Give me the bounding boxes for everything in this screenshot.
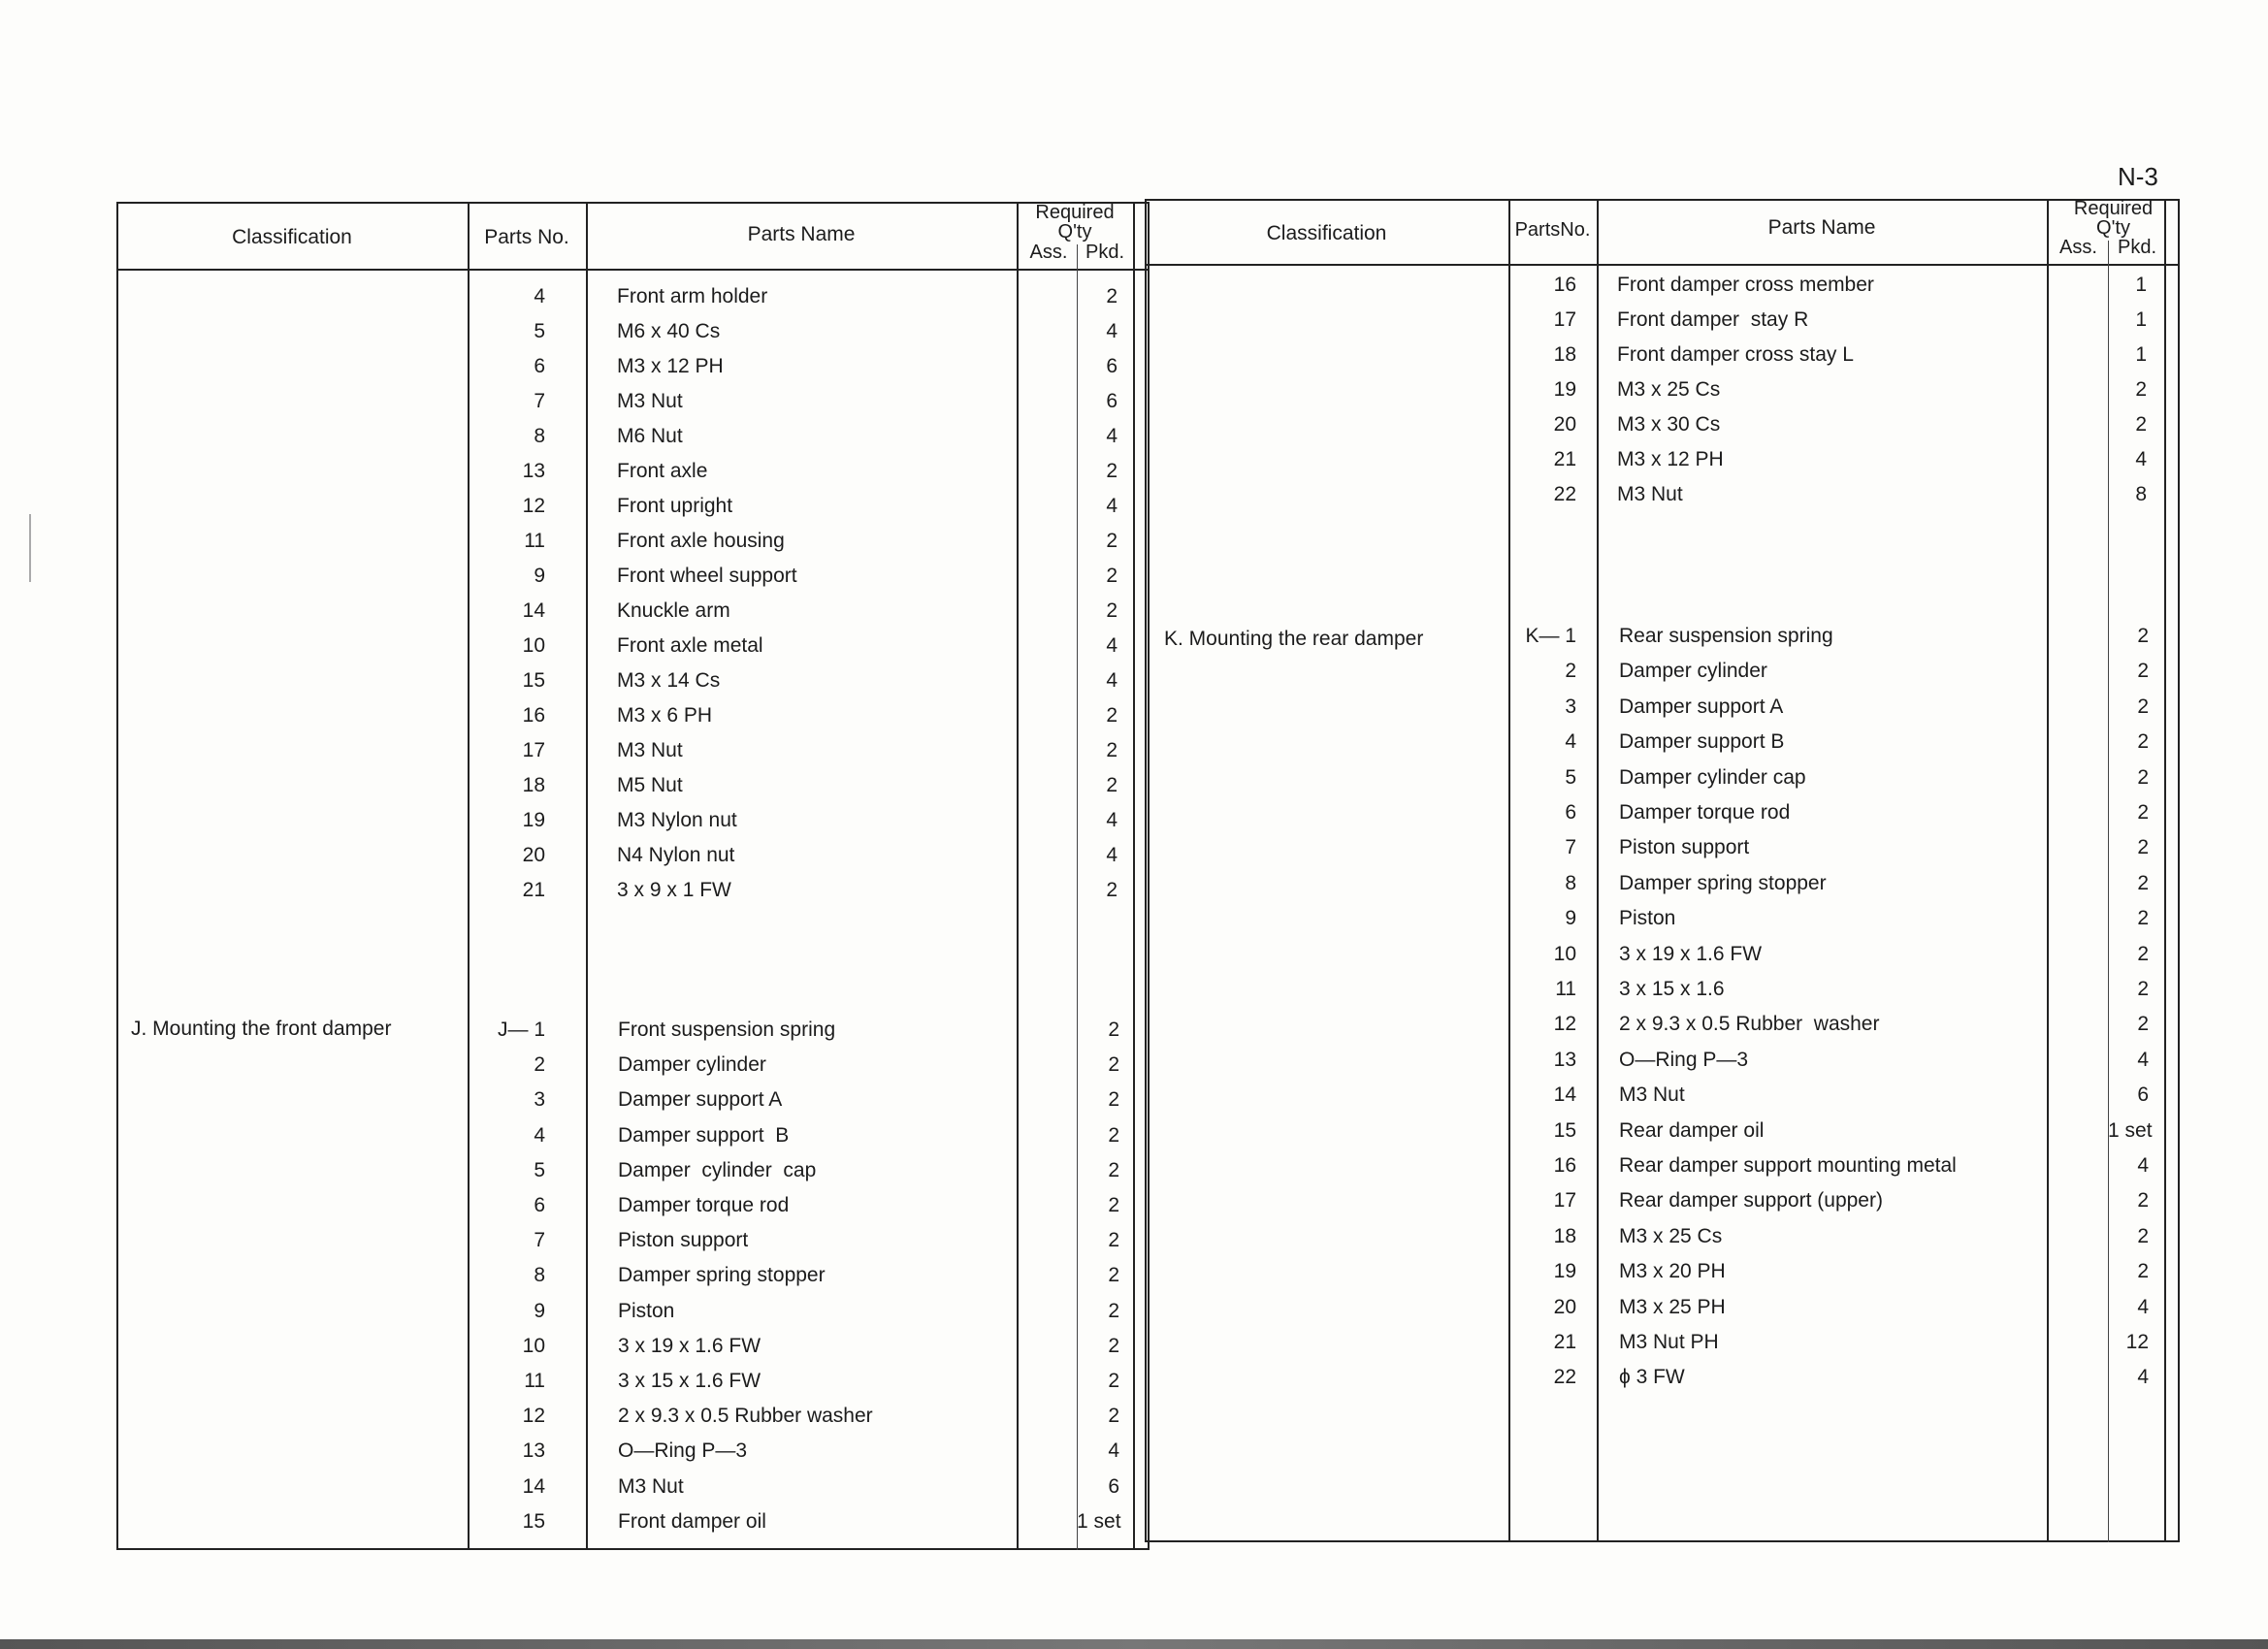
part-name: 3 x 19 x 1.6 FW — [1619, 942, 1763, 965]
part-number: J— 1 — [497, 1018, 545, 1041]
header-parts-name-right: Parts Name — [1767, 216, 1876, 239]
part-number: K— 1 — [1525, 625, 1576, 647]
part-name: M3 x 25 PH — [1619, 1295, 1726, 1318]
packed-quantity: 2 — [1106, 774, 1118, 796]
part-name: M3 x 25 Cs — [1619, 1224, 1723, 1247]
part-number: 4 — [534, 1123, 545, 1147]
part-number: 6 — [534, 1194, 545, 1216]
part-number: 21 — [1553, 1331, 1576, 1353]
part-name: M3 Nut — [1619, 1083, 1685, 1107]
packed-quantity: 2 — [2137, 836, 2149, 859]
part-name: Rear damper support mounting metal — [1619, 1154, 1957, 1177]
packed-quantity: 4 — [1108, 1439, 1119, 1463]
part-name: M3 x 12 PH — [617, 355, 724, 377]
packed-quantity: 2 — [2137, 765, 2149, 789]
table-row — [0, 972, 2268, 1007]
packed-quantity: 1 — [2135, 343, 2147, 366]
header-parts-no-right: PartsNo. — [1514, 219, 1591, 241]
part-name: Damper torque rod — [618, 1194, 790, 1216]
part-name: M3 x 25 Cs — [1617, 378, 1721, 401]
part-number: 20 — [1553, 413, 1576, 436]
part-name: Damper torque rod — [1619, 801, 1791, 824]
part-number: 8 — [534, 425, 545, 447]
header-qty-right: Q'ty — [2096, 217, 2130, 239]
part-number: 14 — [1553, 1083, 1576, 1107]
header-parts-name-left: Parts Name — [747, 223, 856, 245]
part-name: Piston — [1619, 907, 1676, 930]
part-number: 8 — [1565, 871, 1576, 894]
part-number: 21 — [1553, 448, 1576, 470]
part-number: 17 — [1553, 1189, 1576, 1212]
part-name: 3 x 9 x 1 FW — [617, 879, 731, 901]
packed-quantity: 2 — [2137, 730, 2149, 754]
part-number: 18 — [1553, 343, 1576, 366]
part-name: M3 Nut — [1617, 483, 1683, 505]
part-number: 13 — [522, 460, 545, 482]
part-name: Front axle metal — [617, 634, 763, 657]
packed-quantity: 2 — [2137, 1013, 2149, 1036]
part-number: 9 — [534, 1299, 545, 1322]
part-name: Front damper oil — [618, 1509, 766, 1533]
part-name: M3 x 14 Cs — [617, 669, 721, 692]
part-name: Front upright — [617, 495, 733, 517]
packed-quantity: 2 — [1106, 739, 1118, 761]
packed-quantity: 4 — [2137, 1295, 2149, 1318]
part-name: Front damper cross member — [1617, 274, 1874, 296]
part-number: 7 — [534, 1229, 545, 1252]
part-number: 19 — [1553, 378, 1576, 401]
packed-quantity: 2 — [1106, 460, 1118, 482]
part-name: M3 Nut — [618, 1474, 684, 1498]
packed-quantity: 2 — [2137, 1260, 2149, 1283]
table-row — [0, 690, 2268, 725]
part-name: Damper support A — [618, 1088, 783, 1112]
table-row — [0, 442, 2268, 477]
part-name: Front damper stay R — [1617, 308, 1809, 331]
table-row — [0, 268, 2268, 303]
part-number: 10 — [1553, 942, 1576, 965]
part-number: 4 — [534, 285, 545, 307]
part-number: 21 — [522, 879, 545, 901]
packed-quantity: 2 — [1106, 599, 1118, 622]
packed-quantity: 4 — [1106, 809, 1118, 831]
table-row — [0, 830, 2268, 865]
part-name: Damper support A — [1619, 695, 1784, 718]
part-name: Damper spring stopper — [1619, 871, 1827, 894]
part-name: Piston support — [618, 1229, 749, 1252]
packed-quantity: 2 — [1108, 1194, 1119, 1216]
part-name: 3 x 15 x 1.6 FW — [618, 1370, 761, 1392]
part-number: 22 — [1553, 1366, 1576, 1389]
part-number: 12 — [1553, 1013, 1576, 1036]
packed-quantity: 2 — [1108, 1229, 1119, 1252]
part-number: 14 — [522, 1474, 545, 1498]
part-number: 2 — [534, 1053, 545, 1077]
packed-quantity: 2 — [2137, 801, 2149, 824]
packed-quantity: 4 — [1106, 634, 1118, 657]
part-number: 19 — [522, 809, 545, 831]
table-row — [0, 901, 2268, 936]
part-name: Rear suspension spring — [1619, 625, 1833, 647]
part-name: O—Ring P—3 — [618, 1439, 748, 1463]
part-number: 16 — [1553, 1154, 1576, 1177]
packed-quantity: 4 — [1106, 495, 1118, 517]
part-number: 15 — [522, 669, 545, 692]
table-row — [0, 1219, 2268, 1254]
table-row — [0, 338, 2268, 372]
table-row — [0, 725, 2268, 760]
packed-quantity: 2 — [1106, 704, 1118, 727]
part-number: 12 — [522, 1405, 545, 1428]
part-number: 16 — [1553, 274, 1576, 296]
header-classification-right: Classification — [1266, 222, 1387, 244]
part-number: 13 — [1553, 1048, 1576, 1071]
packed-quantity: 6 — [1108, 1474, 1119, 1498]
part-number: 4 — [1565, 730, 1576, 754]
table-row — [0, 1360, 2268, 1395]
table-row — [0, 1043, 2268, 1078]
header-ass-left: Ass. — [1029, 242, 1068, 263]
packed-quantity: 2 — [2137, 942, 2149, 965]
part-number: 20 — [1553, 1295, 1576, 1318]
packed-quantity: 2 — [2137, 978, 2149, 1000]
part-name: Damper cylinder — [1619, 660, 1767, 683]
table-row — [0, 795, 2268, 830]
packed-quantity: 2 — [2137, 695, 2149, 718]
classification-k: K. Mounting the rear damper — [1164, 628, 1424, 650]
packed-quantity: 2 — [1106, 879, 1118, 901]
part-number: 11 — [524, 1370, 545, 1392]
header-pkd-right: Pkd. — [2117, 237, 2157, 258]
part-number: 3 — [534, 1088, 545, 1112]
part-number: 11 — [524, 530, 545, 552]
packed-quantity: 2 — [1108, 1123, 1119, 1147]
part-name: M3 Nylon nut — [617, 809, 737, 831]
table-row — [0, 760, 2268, 795]
page-id: N-3 — [2118, 162, 2158, 191]
part-number: 5 — [534, 320, 545, 342]
table-row — [0, 1007, 2268, 1042]
part-number: 16 — [522, 704, 545, 727]
packed-quantity: 2 — [1106, 565, 1118, 587]
part-name: Damper support B — [1619, 730, 1785, 754]
packed-quantity: 4 — [2137, 1366, 2149, 1389]
header-qty-left: Q'ty — [1057, 221, 1092, 242]
part-number: 11 — [1555, 978, 1576, 1000]
table-row — [0, 1290, 2268, 1325]
table-row — [0, 654, 2268, 689]
packed-quantity: 2 — [1108, 1088, 1119, 1112]
part-name: M3 Nut PH — [1619, 1331, 1719, 1353]
part-number: 3 — [1565, 695, 1576, 718]
table-row — [0, 1254, 2268, 1289]
table-row — [0, 1183, 2268, 1218]
packed-quantity: 12 — [2125, 1331, 2149, 1353]
packed-quantity: 4 — [1106, 844, 1118, 866]
packed-quantity: 1 set — [2108, 1118, 2153, 1142]
part-number: 9 — [534, 565, 545, 587]
part-number: 18 — [522, 774, 545, 796]
part-number: 7 — [1565, 836, 1576, 859]
header-parts-no-left: Parts No. — [484, 226, 569, 248]
part-name: M3 x 12 PH — [1617, 448, 1724, 470]
part-number: 5 — [534, 1158, 545, 1181]
part-name: Damper spring stopper — [618, 1264, 826, 1287]
part-name: M5 Nut — [617, 774, 683, 796]
part-name: Front damper cross stay L — [1617, 343, 1854, 366]
header-pkd-left: Pkd. — [1085, 242, 1125, 263]
table-row — [0, 866, 2268, 901]
part-name: Piston — [618, 1299, 675, 1322]
packed-quantity: 2 — [2137, 907, 2149, 930]
packed-quantity: 4 — [1106, 669, 1118, 692]
table-row — [0, 937, 2268, 972]
scan-bottom-edge — [0, 1639, 2268, 1649]
packed-quantity: 6 — [1106, 390, 1118, 412]
packed-quantity: 2 — [1108, 1405, 1119, 1428]
part-name: Damper cylinder — [618, 1053, 766, 1077]
part-name: Front axle — [617, 460, 708, 482]
packed-quantity: 2 — [2135, 378, 2147, 401]
packed-quantity: 2 — [2135, 413, 2147, 436]
part-name: Knuckle arm — [617, 599, 730, 622]
part-name: Damper cylinder cap — [618, 1158, 817, 1181]
packed-quantity: 4 — [1106, 320, 1118, 342]
part-name: ϕ 3 FW — [1619, 1366, 1685, 1389]
part-name: M6 Nut — [617, 425, 683, 447]
part-name: M3 Nut — [617, 739, 683, 761]
packed-quantity: 1 — [2135, 274, 2147, 296]
part-number: 13 — [522, 1439, 545, 1463]
part-name: M3 Nut — [617, 390, 683, 412]
table-row — [0, 1114, 2268, 1148]
packed-quantity: 2 — [2137, 625, 2149, 647]
part-number: 17 — [1553, 308, 1576, 331]
packed-quantity: 4 — [2137, 1154, 2149, 1177]
part-name: N4 Nylon nut — [617, 844, 735, 866]
part-number: 8 — [534, 1264, 545, 1287]
header-classification-left: Classification — [232, 226, 352, 248]
part-name: Front axle housing — [617, 530, 785, 552]
header-divider-right — [1145, 264, 2180, 266]
packed-quantity: 4 — [2137, 1048, 2149, 1071]
packed-quantity: 8 — [2135, 483, 2147, 505]
header-ass-right: Ass. — [2059, 237, 2097, 258]
packed-quantity: 6 — [1106, 355, 1118, 377]
packed-quantity: 2 — [1108, 1158, 1119, 1181]
part-number: 7 — [534, 390, 545, 412]
part-number: 14 — [522, 599, 545, 622]
part-name: Rear damper support (upper) — [1619, 1189, 1883, 1212]
packed-quantity: 2 — [1106, 530, 1118, 552]
packed-quantity: 2 — [1108, 1370, 1119, 1392]
part-name: Damper support B — [618, 1123, 790, 1147]
packed-quantity: 2 — [2137, 1189, 2149, 1212]
packed-quantity: 4 — [1106, 425, 1118, 447]
packed-quantity: 2 — [1108, 1018, 1119, 1041]
part-number: 15 — [1553, 1118, 1576, 1142]
table-row — [0, 303, 2268, 338]
part-name: Front arm holder — [617, 285, 768, 307]
part-name: Front suspension spring — [618, 1018, 836, 1041]
classification-j: J. Mounting the front damper — [131, 1018, 392, 1040]
packed-quantity: 6 — [2137, 1083, 2149, 1107]
table-row — [0, 1078, 2268, 1113]
part-number: 10 — [522, 1334, 545, 1357]
packed-quantity: 2 — [2137, 660, 2149, 683]
part-name: M6 x 40 Cs — [617, 320, 721, 342]
packed-quantity: 2 — [1108, 1334, 1119, 1357]
packed-quantity: 2 — [1106, 285, 1118, 307]
part-number: 15 — [522, 1509, 545, 1533]
packed-quantity: 2 — [1108, 1053, 1119, 1077]
table-row — [0, 477, 2268, 512]
header-required-right: Required — [2073, 198, 2154, 219]
part-name: Rear damper oil — [1619, 1118, 1765, 1142]
part-number: 2 — [1565, 660, 1576, 683]
part-name: 2 x 9.3 x 0.5 Rubber washer — [618, 1405, 873, 1428]
part-number: 5 — [1565, 765, 1576, 789]
packed-quantity: 2 — [2137, 1224, 2149, 1247]
table-row — [0, 407, 2268, 442]
part-number: 6 — [1565, 801, 1576, 824]
part-name: O—Ring P—3 — [1619, 1048, 1749, 1071]
part-number: 12 — [522, 495, 545, 517]
part-name: Damper cylinder cap — [1619, 765, 1806, 789]
packed-quantity: 2 — [1108, 1299, 1119, 1322]
part-name: 3 x 15 x 1.6 — [1619, 978, 1725, 1000]
part-name: M3 x 30 Cs — [1617, 413, 1721, 436]
packed-quantity: 1 — [2135, 308, 2147, 331]
packed-quantity: 1 set — [1077, 1509, 1121, 1533]
part-name: Piston support — [1619, 836, 1750, 859]
packed-quantity: 4 — [2135, 448, 2147, 470]
part-number: 20 — [522, 844, 545, 866]
header-required-left: Required — [1035, 202, 1115, 223]
table-row — [0, 372, 2268, 407]
part-number: 17 — [522, 739, 545, 761]
packed-quantity: 2 — [2137, 871, 2149, 894]
table-row — [0, 1325, 2268, 1360]
table-row — [0, 1148, 2268, 1183]
packed-quantity: 2 — [1108, 1264, 1119, 1287]
part-number: 10 — [522, 634, 545, 657]
part-name: M3 x 6 PH — [617, 704, 713, 727]
part-number: 9 — [1565, 907, 1576, 930]
table-row — [0, 619, 2268, 654]
part-name: 2 x 9.3 x 0.5 Rubber washer — [1619, 1013, 1880, 1036]
part-number: 22 — [1553, 483, 1576, 505]
part-name: Front wheel support — [617, 565, 797, 587]
part-number: 6 — [534, 355, 545, 377]
part-name: M3 x 20 PH — [1619, 1260, 1726, 1283]
part-number: 18 — [1553, 1224, 1576, 1247]
part-number: 19 — [1553, 1260, 1576, 1283]
part-name: 3 x 19 x 1.6 FW — [618, 1334, 761, 1357]
